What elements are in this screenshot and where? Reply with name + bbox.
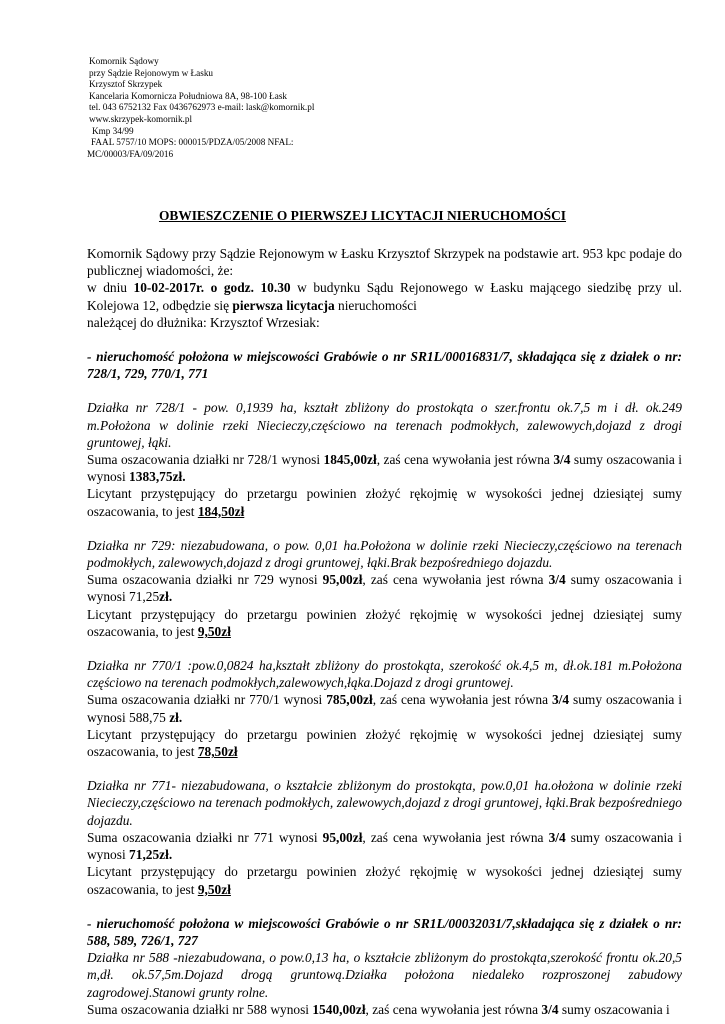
header-website: www.skrzypek-komornik.pl bbox=[89, 113, 192, 124]
plot-description: Działka nr 588 -niezabudowana, o pow.0,13 ha, o kształcie zbliżonym do prostokąta,szerokość frontu ok.20,5 m,dł. ok.57,5m.Dojazd drogą gruntową.Działka położona niedaleko rozproszonej zabudowy zagrodowej.Stanowi grunty rolne. bbox=[87, 950, 682, 1000]
valuation-fraction: 3/4 bbox=[548, 829, 566, 845]
plot-deposit: Licytant przystępujący do przetargu powinien złożyć rękojmię w wysokości jednej dziesiątej sumy oszacowania, to jest 78,50zł bbox=[87, 726, 682, 760]
valuation-amount: 785,00zł bbox=[326, 692, 373, 708]
plot-valuation: Suma oszacowania działki nr 729 wynosi 95,00zł, zaś cena wywołania jest równa 3/4 sumy oszacowania i wynosi 71,25zł. bbox=[87, 572, 683, 605]
plot-description: Działka nr 770/1 :pow.0,0824 ha,kształt zbliżony do prostokąta, szerokość ok.4,5 m, dł.ok.181 m.Położona częściowo na terenach podmokłych,zalewowych,łąka.Dojazd z drogi gruntowej. bbox=[87, 658, 682, 691]
deposit-amount: 9,50zł bbox=[197, 881, 231, 897]
starting-price: zł. bbox=[169, 709, 183, 725]
valuation-fraction: 3/4 bbox=[553, 452, 571, 468]
starting-price: 1383,75zł. bbox=[129, 469, 186, 485]
document-title: OBWIESZCZENIE O PIERWSZEJ LICYTACJI NIERUCHOMOŚCI bbox=[158, 208, 567, 223]
plot-description: Działka nr 729: niezabudowana, o pow. 0,01 ha.Położona w dolinie rzeki Niecieczy,częściowo na terenach podmokłych, zalewowych,dojazd z drogi gruntowej, łąki.Brak bezpośredniego dojazdu. bbox=[87, 537, 682, 571]
header-line: MC/00003/FA/09/2016 bbox=[87, 148, 174, 159]
document-body bbox=[87, 245, 682, 1018]
valuation-amount: 95,00zł bbox=[322, 572, 363, 588]
debtor-line: należącej do dłużnika: Krzysztof Wrzesiak: bbox=[87, 314, 320, 330]
plot-deposit: Licytant przystępujący do przetargu powinien złożyć rękojmię w wysokości jednej dziesiątej sumy oszacowania, to jest 184,50zł bbox=[87, 486, 682, 519]
header-line: przy Sądzie Rejonowym w Łasku bbox=[89, 67, 214, 78]
auction-date-time: 10-02-2017r. o godz. 10.30 bbox=[133, 280, 291, 296]
intro-paragraph: Komornik Sądowy przy Sądzie Rejonowym w Łasku Krzysztof Skrzypek na podstawie art. 953 kpc podaje do publicznej wiadomości, że: bbox=[87, 246, 682, 279]
header-line: Komornik Sądowy bbox=[89, 56, 159, 66]
valuation-amount: 1845,00zł bbox=[323, 452, 377, 468]
plot-section bbox=[87, 382, 682, 519]
property-heading: - nieruchomość położona w miejscowości Grabówie o nr SR1L/00016831/7, składająca się z działek o nr: 728/1, 729, 770/1, 771 bbox=[87, 349, 682, 382]
first-auction-label: pierwsza licytacja bbox=[232, 297, 335, 313]
header-line: Kmp 34/99 bbox=[92, 125, 134, 136]
header-line: Kancelaria Komornicza Południowa 8A, 98-100 Łask bbox=[89, 90, 287, 101]
deposit-amount: 184,50zł bbox=[197, 503, 245, 519]
valuation-fraction: 3/4 bbox=[541, 1001, 559, 1017]
plot-deposit: Licytant przystępujący do przetargu powinien złożyć rękojmię w wysokości jednej dziesiątej sumy oszacowania, to jest 9,50zł bbox=[87, 864, 682, 897]
auction-date-paragraph: w dniu 10-02-2017r. o godz. 10.30 w budynku Sądu Rejonowego w Łasku mającego siedzibę przy ul. Kolejowa 12, odbędzie się pierwsza licytacja nieruchomości bbox=[87, 280, 682, 313]
valuation-amount: 1540,00zł bbox=[312, 1001, 366, 1017]
plot-valuation: Suma oszacowania działki nr 728/1 wynosi 1845,00zł, zaś cena wywołania jest równa 3/4 sumy oszacowania i wynosi 1383,75zł. bbox=[87, 452, 682, 485]
plot-description: Działka nr 728/1 - pow. 0,1939 ha, kształt zbliżony do prostokąta o szer.frontu ok.7,5 m i dł. ok.249 m.Położona w dolinie rzeki Niecieczy,częściowo na terenach podmokłych, zalewowych,dojazd z drogi gruntowej, łąki. bbox=[87, 400, 682, 450]
valuation-amount: 95,00zł bbox=[322, 829, 363, 845]
header-line: FAAL 5757/10 MOPS: 000015/PDZA/05/2008 NFAL: bbox=[91, 137, 294, 148]
property-heading: - nieruchomość położona w miejscowości Grabówie o nr SR1L/00032031/7,składająca się z działek o nr: 588, 589, 726/1, 727 bbox=[87, 915, 682, 948]
plot-section bbox=[87, 640, 682, 760]
plot-description: Działka nr 771- niezabudowana, o kształcie zbliżonym do prostokąta, pow.0,01 ha.ołożona w dolinie rzeki Niecieczy,częściowo na terenach podmokłych, zalewowych,dojazd z drogi gruntowej, łąki.Brak bezpośredniego dojazdu. bbox=[87, 778, 682, 828]
plots-list bbox=[87, 382, 682, 897]
header-line: Krzysztof Skrzypek bbox=[89, 79, 163, 90]
valuation-fraction: 3/4 bbox=[551, 692, 570, 708]
deposit-amount: 78,50zł bbox=[197, 744, 238, 760]
plot-valuation: Suma oszacowania działki nr 771 wynosi 95,00zł, zaś cena wywołania jest równa 3/4 sumy oszacowania i wynosi 71,25zł. bbox=[87, 829, 683, 863]
starting-price: zł. bbox=[159, 589, 173, 605]
bailiff-header bbox=[89, 56, 379, 160]
plot-deposit: Licytant przystępujący do przetargu powinien złożyć rękojmię w wysokości jednej dziesiątej sumy oszacowania, to jest 9,50zł bbox=[87, 606, 682, 639]
plot-valuation: Suma oszacowania działki nr 770/1 wynosi 785,00zł, zaś cena wywołania jest równa 3/4 sumy oszacowania i wynosi 588,75 zł. bbox=[87, 692, 683, 725]
header-contact-line: tel. 043 6752132 Fax 0436762973 e-mail: lask@komornik.pl bbox=[89, 102, 315, 113]
valuation-fraction: 3/4 bbox=[548, 572, 566, 588]
starting-price: 71,25zł. bbox=[129, 847, 173, 863]
plot-valuation: Suma oszacowania działki nr 588 wynosi 1540,00zł, zaś cena wywołania jest równa 3/4 sumy oszacowania i bbox=[87, 1001, 670, 1017]
plot-section bbox=[87, 520, 682, 640]
plot-section bbox=[87, 760, 682, 897]
deposit-amount: 9,50zł bbox=[197, 623, 231, 639]
